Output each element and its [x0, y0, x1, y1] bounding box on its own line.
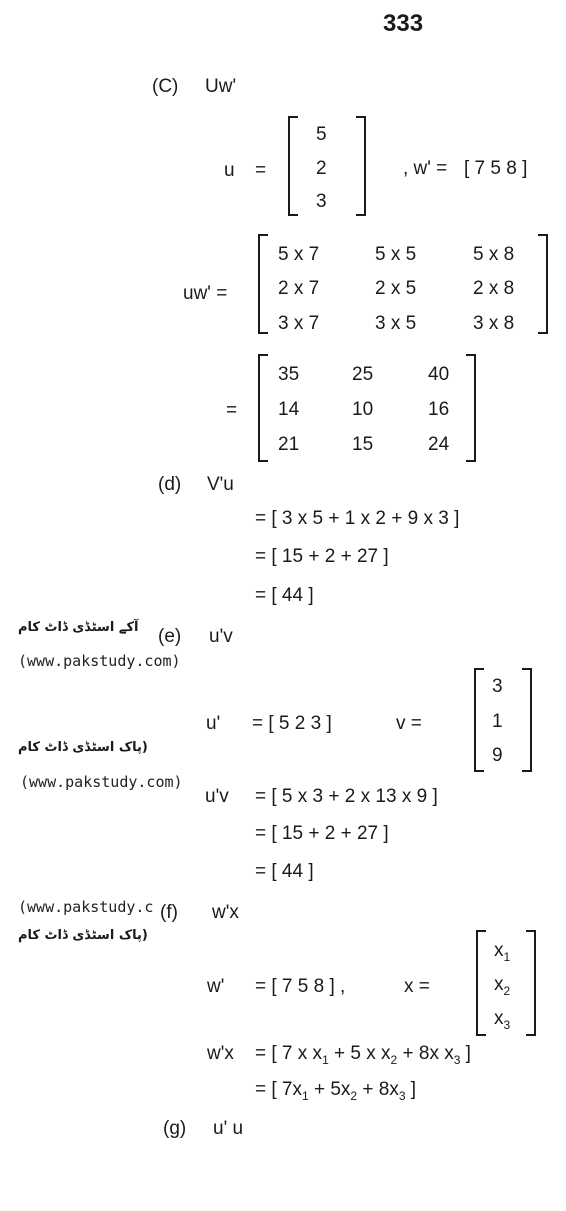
part-c-label: (C) [152, 76, 179, 97]
result-matrix-cell: 15 [352, 434, 374, 455]
v-vector-entry: 1 [492, 711, 503, 732]
u-vector-right-bracket [356, 116, 366, 216]
product-matrix-cell: 5 x 7 [278, 244, 320, 265]
equation-line: = [ 44 ] [255, 861, 314, 882]
watermark-urdu: آکے اسٹڈی ڈاٹ کام [18, 620, 139, 635]
v-label: v = [396, 713, 422, 734]
x-vector-entry: $x_2$ [494, 974, 511, 998]
product-matrix-right-bracket [538, 234, 548, 334]
result-matrix-cell: 10 [352, 399, 374, 420]
watermark-url: (www.pakstudy.com) [20, 773, 183, 791]
product-matrix-cell: 2 x 5 [375, 278, 417, 299]
result-equals: = [226, 400, 238, 421]
x-vector-entry: $x_1$ [494, 940, 511, 964]
result-matrix-cell: 21 [278, 434, 300, 455]
part-c-title: Uw' [205, 76, 237, 97]
product-matrix-cell: 5 x 5 [375, 244, 417, 265]
v-vector-entry: 3 [492, 676, 503, 697]
result-matrix-cell: 16 [428, 399, 450, 420]
x-vector-entry: $x_3$ [494, 1008, 511, 1032]
result-matrix-right-bracket [466, 354, 476, 462]
equation-line: = [ $7x_1 + 5x_2 + 8x_3$ ] [255, 1079, 417, 1103]
x-vector-left-bracket [476, 930, 486, 1036]
equation-line: = [ 7 x $x_1 + 5$ x $x_2 + 8x$ $x_3$ ] [255, 1043, 471, 1067]
product-matrix-left-bracket [258, 234, 268, 334]
product-matrix-cell: 2 x 7 [278, 278, 320, 299]
watermark-url: (www.pakstudy.com) [18, 652, 181, 670]
part-f-title: w'x [212, 902, 239, 923]
uw-product-label: uw' = [183, 283, 228, 304]
w-transpose-row: = [ 7 5 8 ] , [255, 976, 346, 997]
u-transpose-label: u' [206, 713, 221, 734]
u-vector-entry: 2 [316, 158, 327, 179]
x-vector-right-bracket [526, 930, 536, 1036]
equation-line: = [ 15 + 2 + 27 ] [255, 546, 389, 567]
watermark-urdu: (پاک اسٹڈی ڈاٹ کام [18, 740, 148, 755]
result-matrix-cell: 24 [428, 434, 450, 455]
page-number: 333 [383, 10, 424, 37]
u-vector-entry: 3 [316, 191, 327, 212]
part-g-label: (g) [163, 1118, 187, 1139]
w-row-vector: [ 7 5 8 ] [464, 158, 528, 179]
equation-line: = [ 44 ] [255, 585, 314, 606]
u-equals: = [255, 160, 267, 181]
product-matrix-cell: 3 x 5 [375, 313, 417, 334]
equation-line: = [ 3 x 5 + 1 x 2 + 9 x 3 ] [255, 508, 460, 529]
v-vector-right-bracket [522, 668, 532, 772]
wx-product-label: w'x [207, 1043, 234, 1064]
result-matrix-cell: 40 [428, 364, 450, 385]
result-matrix-cell: 35 [278, 364, 300, 385]
u-vector-entry: 5 [316, 124, 327, 145]
u-transpose-row: = [ 5 2 3 ] [252, 713, 332, 734]
part-g-title: u' u [213, 1118, 244, 1139]
w-transpose-label: w' [207, 976, 225, 997]
x-label: x = [404, 976, 430, 997]
result-matrix-cell: 14 [278, 399, 300, 420]
product-matrix-cell: 5 x 8 [473, 244, 515, 265]
part-d-label: (d) [158, 474, 182, 495]
product-matrix-cell: 3 x 7 [278, 313, 320, 334]
uv-product-label: u'v [205, 786, 229, 807]
part-e-label: (e) [158, 626, 182, 647]
product-matrix-cell: 3 x 8 [473, 313, 515, 334]
product-matrix-cell: 2 x 8 [473, 278, 515, 299]
result-matrix-left-bracket [258, 354, 268, 462]
part-d-title: V'u [207, 474, 234, 495]
u-vector-left-bracket [288, 116, 298, 216]
v-vector-left-bracket [474, 668, 484, 772]
w-definition-label: , w' = [403, 158, 448, 179]
equation-line: = [ 5 x 3 + 2 x 13 x 9 ] [255, 786, 438, 807]
v-vector-entry: 9 [492, 745, 503, 766]
equation-line: = [ 15 + 2 + 27 ] [255, 823, 389, 844]
u-label: u [224, 160, 235, 181]
watermark-urdu: (پاک اسٹڈی ڈاٹ کام [18, 928, 148, 943]
watermark-url: (www.pakstudy.c [18, 898, 154, 916]
part-e-title: u'v [209, 626, 233, 647]
part-f-label: (f) [160, 902, 178, 923]
result-matrix-cell: 25 [352, 364, 374, 385]
